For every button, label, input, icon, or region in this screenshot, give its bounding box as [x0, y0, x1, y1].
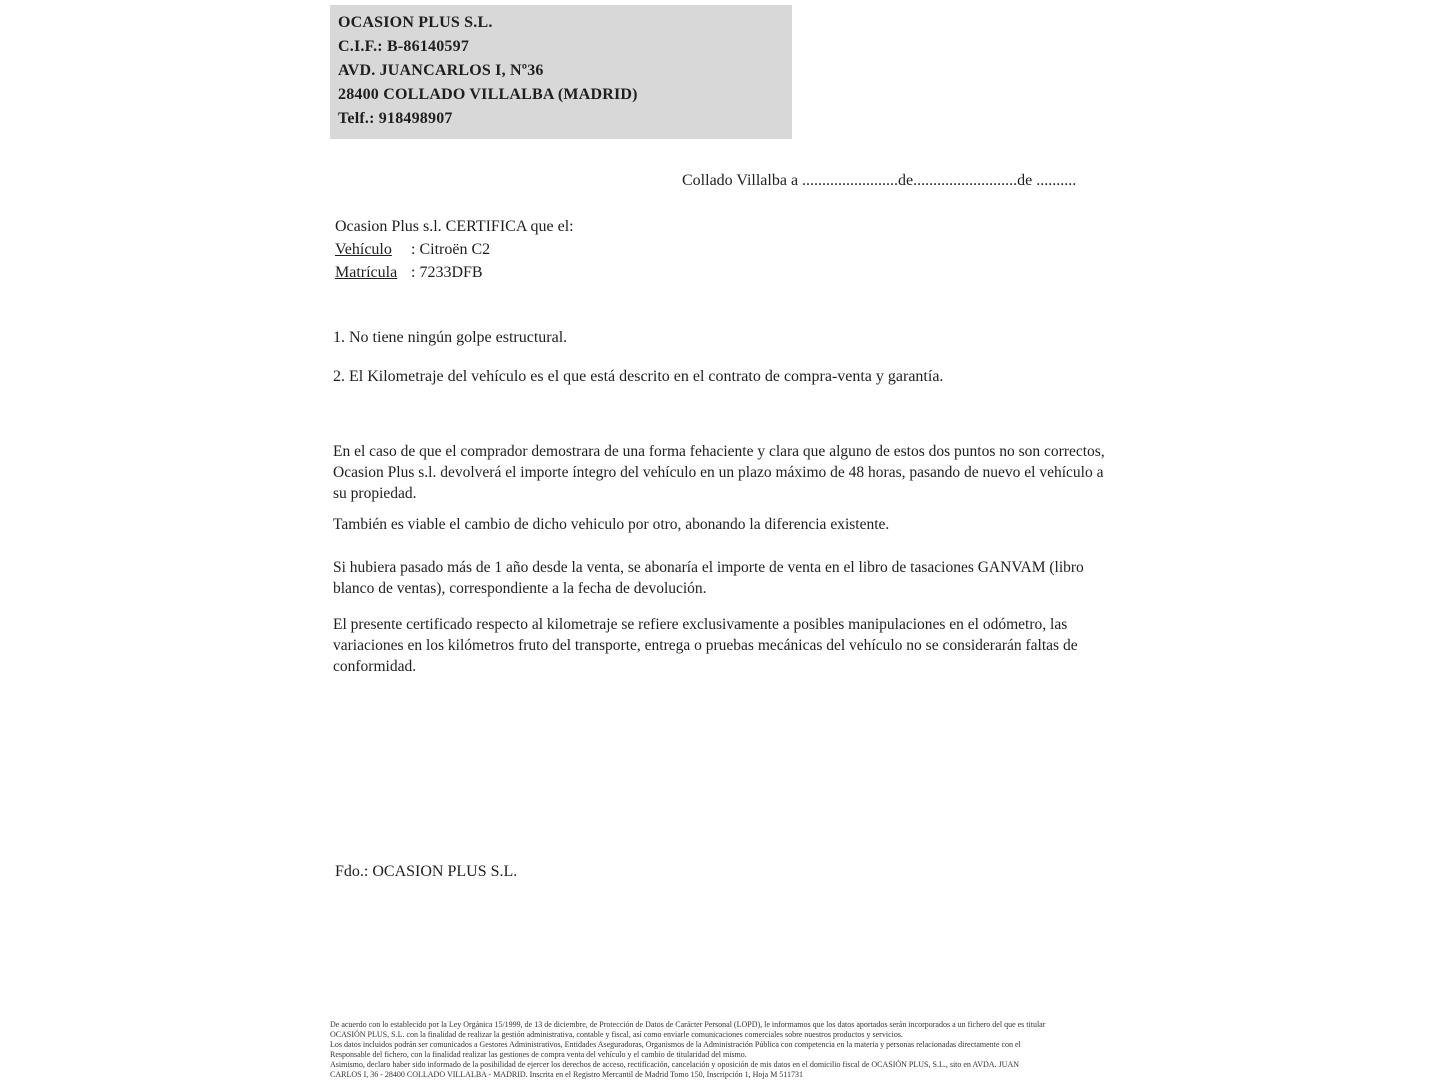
company-cif: C.I.F.: B-86140597: [338, 38, 470, 55]
date-line: Collado Villalba a ........................de..........................de ..........: [682, 172, 1077, 189]
company-header-block: [330, 5, 792, 139]
legal-line: OCASIÓN PLUS, S.L. con la finalidad de realizar la gestión administrativa, contable y fiscal, así como enviarle comunicaciones comerciales sobre nuestros productos y servicios.: [330, 1030, 903, 1039]
paragraph-ganvam: Si hubiera pasado más de 1 año desde la venta, se abonaría el importe de venta en el libro de tasaciones GANVAM (libro blanco de ventas), correspondiente a la fecha de devolución.: [333, 559, 1084, 597]
legal-line: Asimismo, declaro haber sido informado de la posibilidad de ejercer los derechos de acceso, rectificación, cancelación y oposición de mis datos en el domicilio fiscal de OCASIÓN PLUS, S.L., sito en AVDA. JUAN: [330, 1060, 1020, 1069]
vehicle-label: Vehículo: [335, 241, 392, 258]
legal-line: Los datos incluidos podrán ser comunicados a Gestores Administrativos, Entidades Aseguradoras, Organismos de la Administración Pública con competencia en la materia y personas relacionadas directamente con el: [330, 1040, 1021, 1049]
condition-item-2: 2. El Kilometraje del vehículo es el que está descrito en el contrato de compra-venta y garantía.: [333, 368, 944, 385]
vehicle-field: [335, 241, 490, 259]
paragraph-exchange: También es viable el cambio de dicho vehiculo por otro, abonando la diferencia existente.: [333, 516, 890, 533]
legal-line: CARLOS I, 36 - 28400 COLLADO VILLALBA - MADRID. Inscrita en el Registro Mercantil de Madrid Tomo 150, Inscripción 1, Hoja M 511731: [330, 1070, 804, 1079]
plate-field: [335, 264, 483, 282]
plate-value: : 7233DFB: [411, 264, 483, 281]
condition-item-1: 1. No tiene ningún golpe estructural.: [333, 329, 568, 346]
certifica-intro: Ocasion Plus s.l. CERTIFICA que el:: [335, 218, 574, 235]
company-address: AVD. JUANCARLOS I, Nº36: [338, 62, 544, 79]
company-city: 28400 COLLADO VILLALBA (MADRID): [338, 86, 638, 103]
vehicle-value: : Citroën C2: [411, 241, 491, 258]
paragraph-odometer: El presente certificado respecto al kilometraje se refiere exclusivamente a posibles manipulaciones en el odómetro, las variaciones en los kilómetros fruto del transporte, entrega o pruebas mecánicas del vehículo no se considerarán faltas de conformidad.: [333, 616, 1078, 675]
paragraph-refund: En el caso de que el comprador demostrara de una forma fehaciente y clara que alguno de estos dos puntos no son correctos, Ocasion Plus s.l. devolverá el importe íntegro del vehículo en un plazo máximo de 48 horas, pasando de nuevo el vehículo a su propiedad.: [333, 443, 1105, 502]
plate-label: Matrícula: [335, 264, 398, 281]
company-name: OCASION PLUS S.L.: [338, 14, 493, 31]
signature-line: Fdo.: OCASION PLUS S.L.: [335, 863, 518, 880]
legal-fine-print: [330, 1020, 1120, 1080]
company-phone: Telf.: 918498907: [338, 110, 453, 127]
legal-line: De acuerdo con lo establecido por la Ley Orgánica 15/1999, de 13 de diciembre, de Protección de Datos de Carácter Personal (LOPD), le informamos que los datos aportados serán incorporados a un fichero del que es titular: [330, 1020, 1046, 1029]
legal-line: Responsable del fichero, con la finalidad realizar las gestiones de compra venta del vehículo y el cambio de titularidad del mismo.: [330, 1050, 747, 1059]
